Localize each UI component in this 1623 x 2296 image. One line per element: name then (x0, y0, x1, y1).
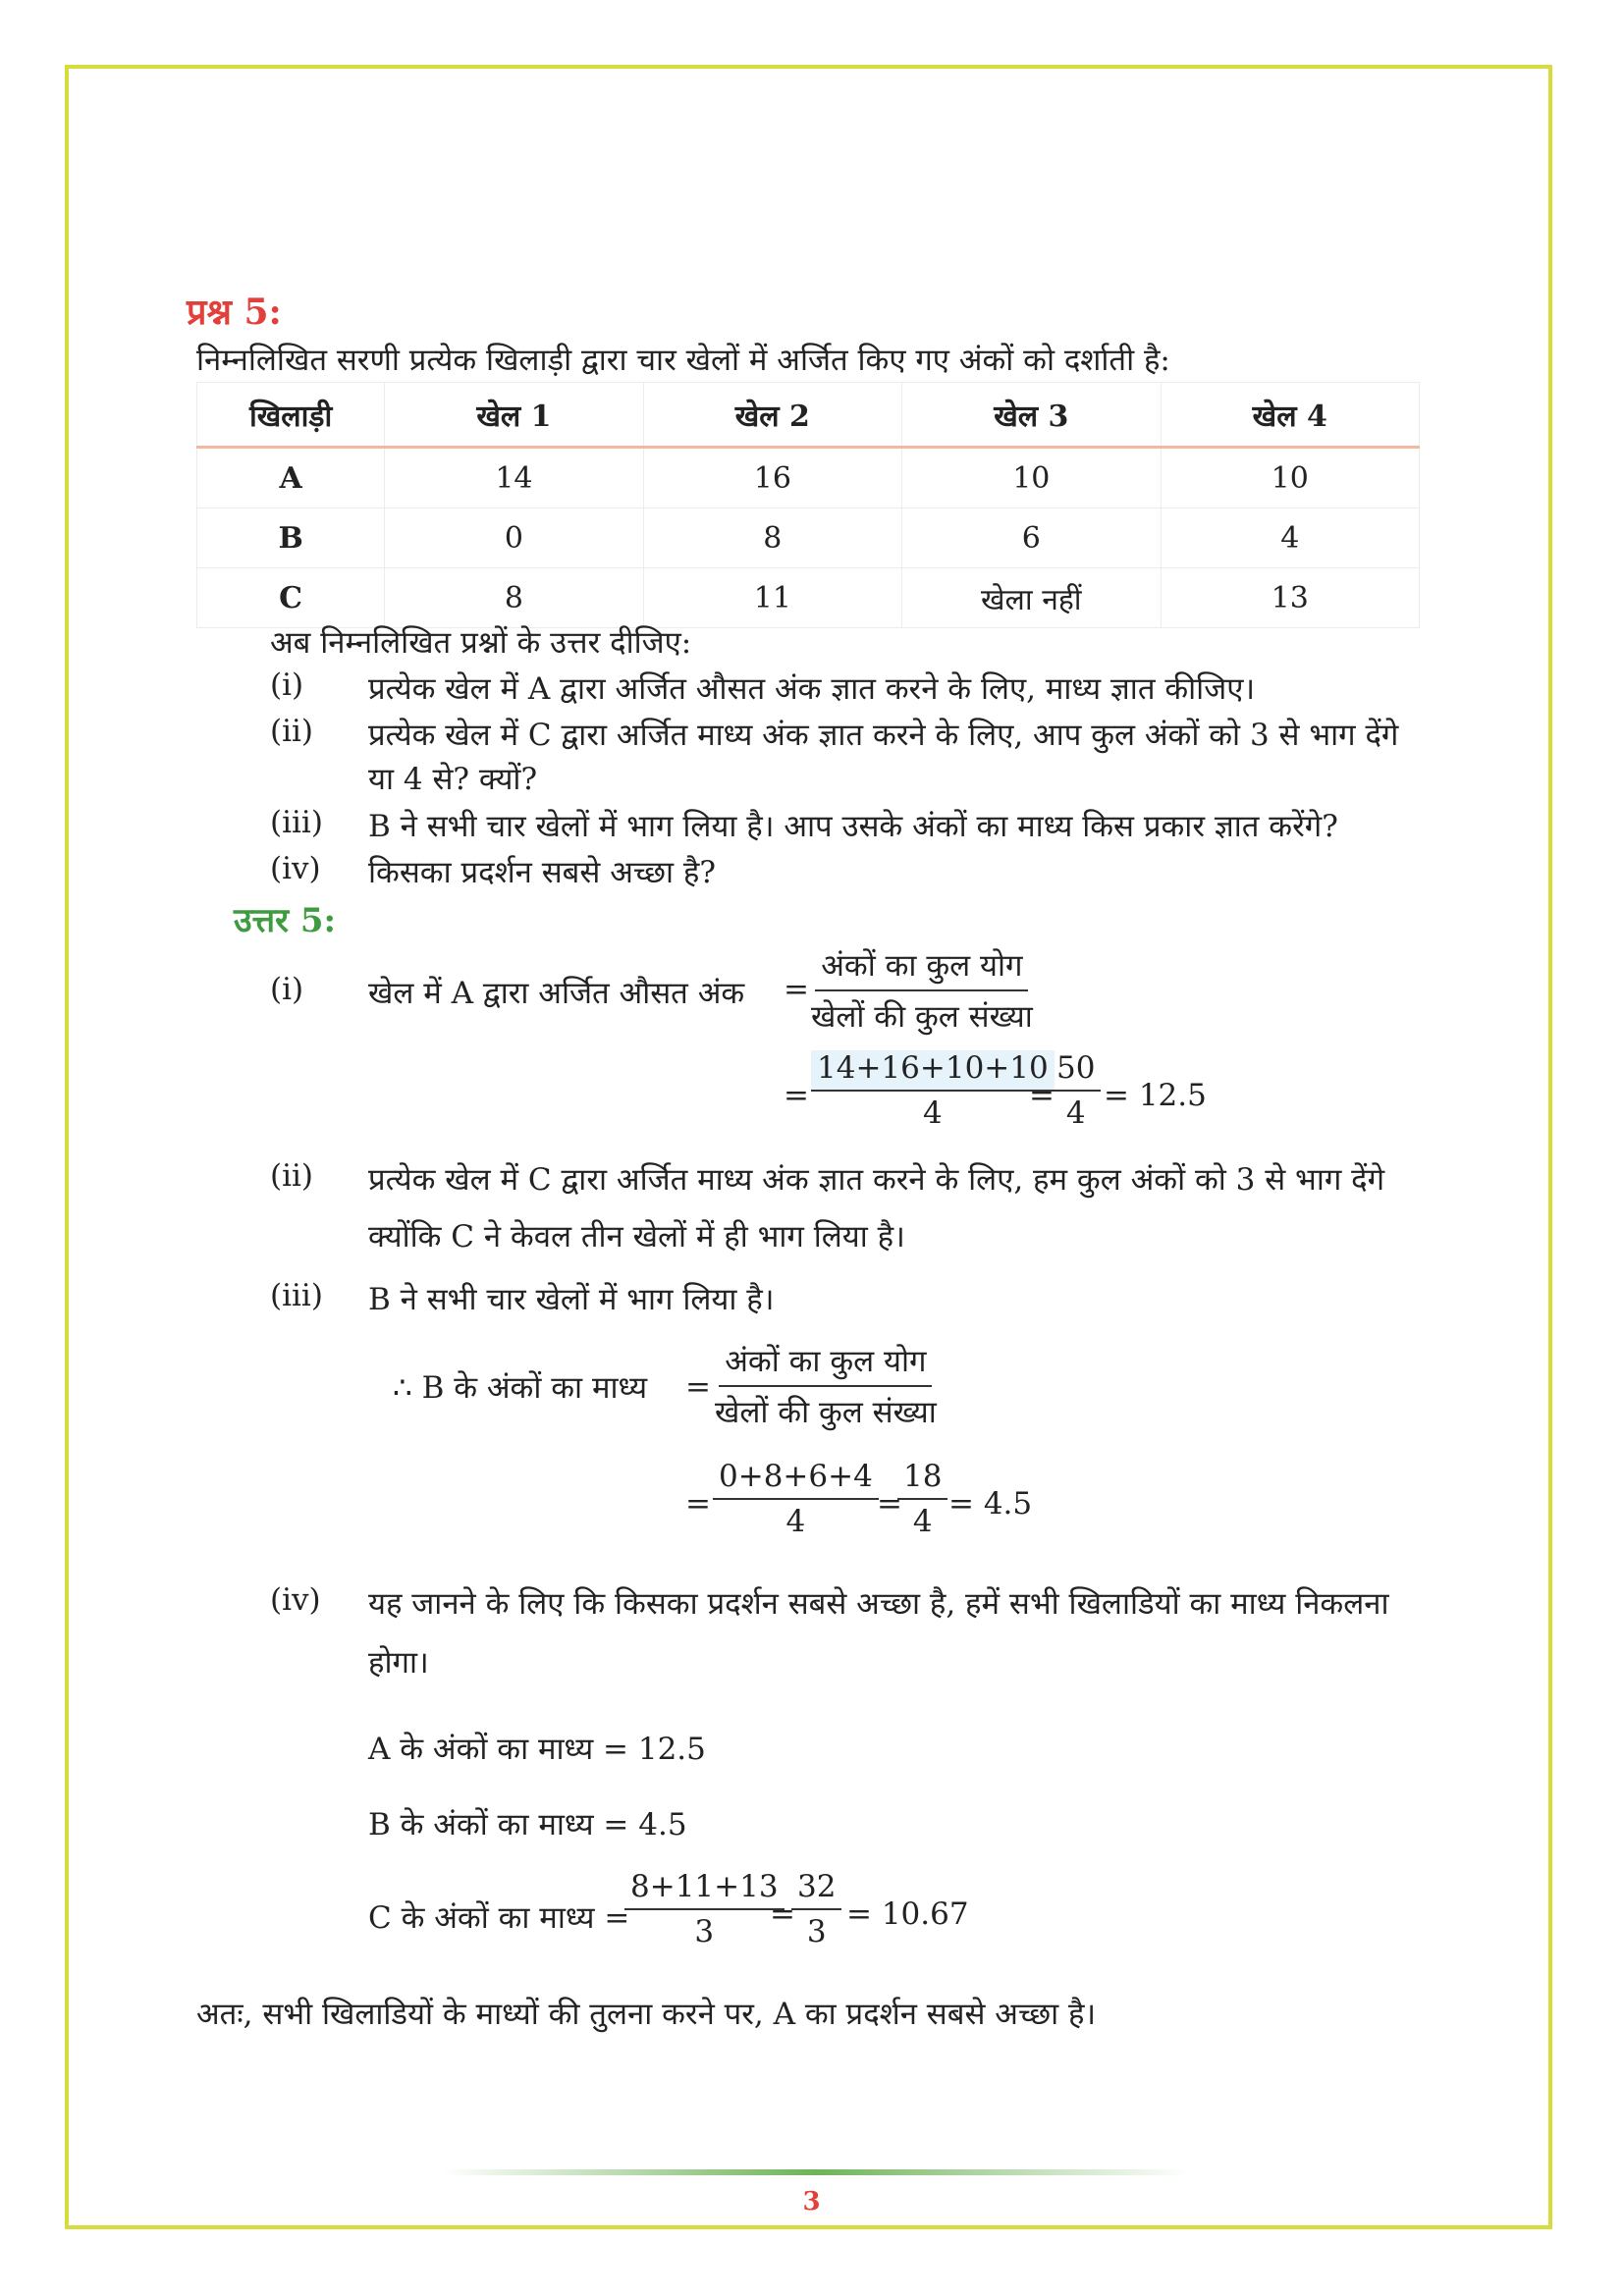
fraction-numerator: 50 (1051, 1050, 1101, 1092)
table-header: खिलाड़ी (197, 383, 385, 448)
answer-iii-line1: B ने सभी चार खेलों में भाग लिया है। (368, 1282, 775, 1317)
footer-divider (442, 2169, 1188, 2175)
fraction-step (811, 1050, 1055, 1131)
fraction-result (897, 1459, 947, 1539)
answer-part-number: (iv) (270, 1582, 321, 1618)
fraction-denominator: 3 (806, 1914, 827, 1949)
fraction-numerator: 14+16+10+10 (811, 1050, 1055, 1092)
table-header-row (197, 383, 1420, 448)
scores-table (196, 382, 1420, 628)
part-number: (iv) (270, 851, 321, 886)
table-cell: 14 (385, 448, 643, 508)
table-cell: 6 (902, 508, 1162, 568)
fraction-denominator: खेलों की कुल संख्या (715, 1395, 937, 1430)
answer-part-number: (i) (270, 972, 304, 1007)
table-cell: B (197, 508, 385, 568)
part-text: B ने सभी चार खेलों में भाग लिया है। आप उसके अंकों का माध्य किस प्रकार ज्ञात करेंगे? (368, 809, 1338, 844)
table-cell: 8 (385, 568, 643, 628)
table-cell: A (197, 448, 385, 508)
question-instruction: अब निम्नलिखित प्रश्नों के उत्तर दीजिए: (270, 625, 692, 661)
answer-i-label: खेल में A द्वारा अर्जित औसत अंक (368, 976, 745, 1011)
fraction-result (791, 1869, 841, 1949)
fraction-step (713, 1459, 879, 1539)
part-text: प्रत्येक खेल में C द्वारा अर्जित माध्य अंक ज्ञात करने के लिए, आप कुल अंकों को 3 से भाग देंगे (368, 718, 1399, 753)
table-cell: 10 (902, 448, 1162, 508)
table-cell: 11 (643, 568, 901, 628)
question-title: प्रश्न 5: (187, 292, 282, 333)
c-mean-label: C के अंकों का माध्य = (368, 1900, 630, 1936)
table-cell: 8 (643, 508, 901, 568)
table-cell: 13 (1161, 568, 1419, 628)
table-header: खेल 1 (385, 383, 643, 448)
table-row (197, 508, 1420, 568)
question-intro: निम्नलिखित सरणी प्रत्येक खिलाड़ी द्वारा चार खेलों में अर्जित किए गए अंकों को दर्शाती है: (196, 343, 1170, 378)
table-header: खेल 2 (643, 383, 901, 448)
fraction-numerator: अंकों का कुल योग (719, 1340, 932, 1387)
answer-ii-line1: प्रत्येक खेल में C द्वारा अर्जित माध्य अंक ज्ञात करने के लिए, हम कुल अंकों को 3 से भाग देंगे (368, 1162, 1385, 1198)
table-header: खेल 4 (1161, 383, 1419, 448)
answer-iv-line1: यह जानने के लिए कि किसका प्रदर्शन सबसे अच्छा है, हमें सभी खिलाडियों का माध्य निकलना (368, 1586, 1389, 1622)
answer-ii-line2: क्योंकि C ने केवल तीन खेलों में ही भाग लिया है। (368, 1219, 905, 1255)
fraction-denominator: 3 (694, 1914, 715, 1949)
c-mean-result: = 10.67 (846, 1896, 969, 1932)
equals-sign: = (770, 1896, 795, 1932)
equals-sign: = (685, 1369, 711, 1405)
table-header: खेल 3 (902, 383, 1162, 448)
answer-iii-result: = 4.5 (948, 1486, 1033, 1522)
fraction-numerator: 0+8+6+4 (713, 1459, 879, 1500)
part-number: (ii) (270, 714, 314, 749)
fraction-denominator: खेलों की कुल संख्या (811, 999, 1033, 1035)
fraction-denominator: 4 (912, 1504, 933, 1539)
fraction-denominator: 4 (922, 1095, 943, 1131)
answer-iii-label: ∴ B के अंकों का माध्य (393, 1370, 648, 1406)
equals-sign: = (784, 972, 809, 1007)
fraction-result (1051, 1050, 1101, 1131)
part-number: (i) (270, 667, 304, 703)
fraction-denominator: 4 (785, 1504, 806, 1539)
fraction-numerator: 8+11+13 (624, 1869, 784, 1910)
fraction-numerator: 18 (897, 1459, 947, 1500)
b-mean: B के अंकों का माध्य = 4.5 (368, 1807, 687, 1842)
table-cell: C (197, 568, 385, 628)
part-text-continued: या 4 से? क्यों? (368, 762, 538, 797)
conclusion: अतः, सभी खिलाडियों के माध्यों की तुलना करने पर, A का प्रदर्शन सबसे अच्छा है। (196, 1997, 1097, 2032)
equals-sign: = (1029, 1078, 1055, 1113)
page-number: 3 (802, 2187, 821, 2216)
fraction-denominator: 4 (1065, 1095, 1086, 1131)
a-mean: A के अंकों का माध्य = 12.5 (368, 1732, 706, 1767)
part-number: (iii) (270, 805, 323, 840)
equals-sign: = (877, 1486, 902, 1522)
part-text: किसका प्रदर्शन सबसे अच्छा है? (368, 855, 716, 890)
table-cell: 10 (1161, 448, 1419, 508)
equals-sign: = (784, 1078, 809, 1113)
fraction-sum-over-count (715, 1340, 937, 1432)
fraction-sum-over-count (811, 944, 1033, 1037)
table-cell: 16 (643, 448, 901, 508)
fraction-numerator: अंकों का कुल योग (815, 944, 1028, 991)
part-text: प्रत्येक खेल में A द्वारा अर्जित औसत अंक ज्ञात करने के लिए, माध्य ज्ञात कीजिए। (368, 671, 1256, 707)
answer-part-number: (ii) (270, 1158, 314, 1194)
table-cell: 4 (1161, 508, 1419, 568)
answer-title: उत्तर 5: (234, 901, 337, 940)
fraction-numerator: 32 (791, 1869, 841, 1910)
answer-iv-line2: होगा। (368, 1645, 429, 1681)
table-row (197, 448, 1420, 508)
table-row (197, 568, 1420, 628)
table-cell: 0 (385, 508, 643, 568)
answer-i-result: = 12.5 (1104, 1078, 1207, 1113)
fraction-step (624, 1869, 784, 1949)
equals-sign: = (685, 1486, 711, 1522)
table-cell: खेला नहीं (902, 568, 1162, 628)
answer-part-number: (iii) (270, 1278, 323, 1313)
